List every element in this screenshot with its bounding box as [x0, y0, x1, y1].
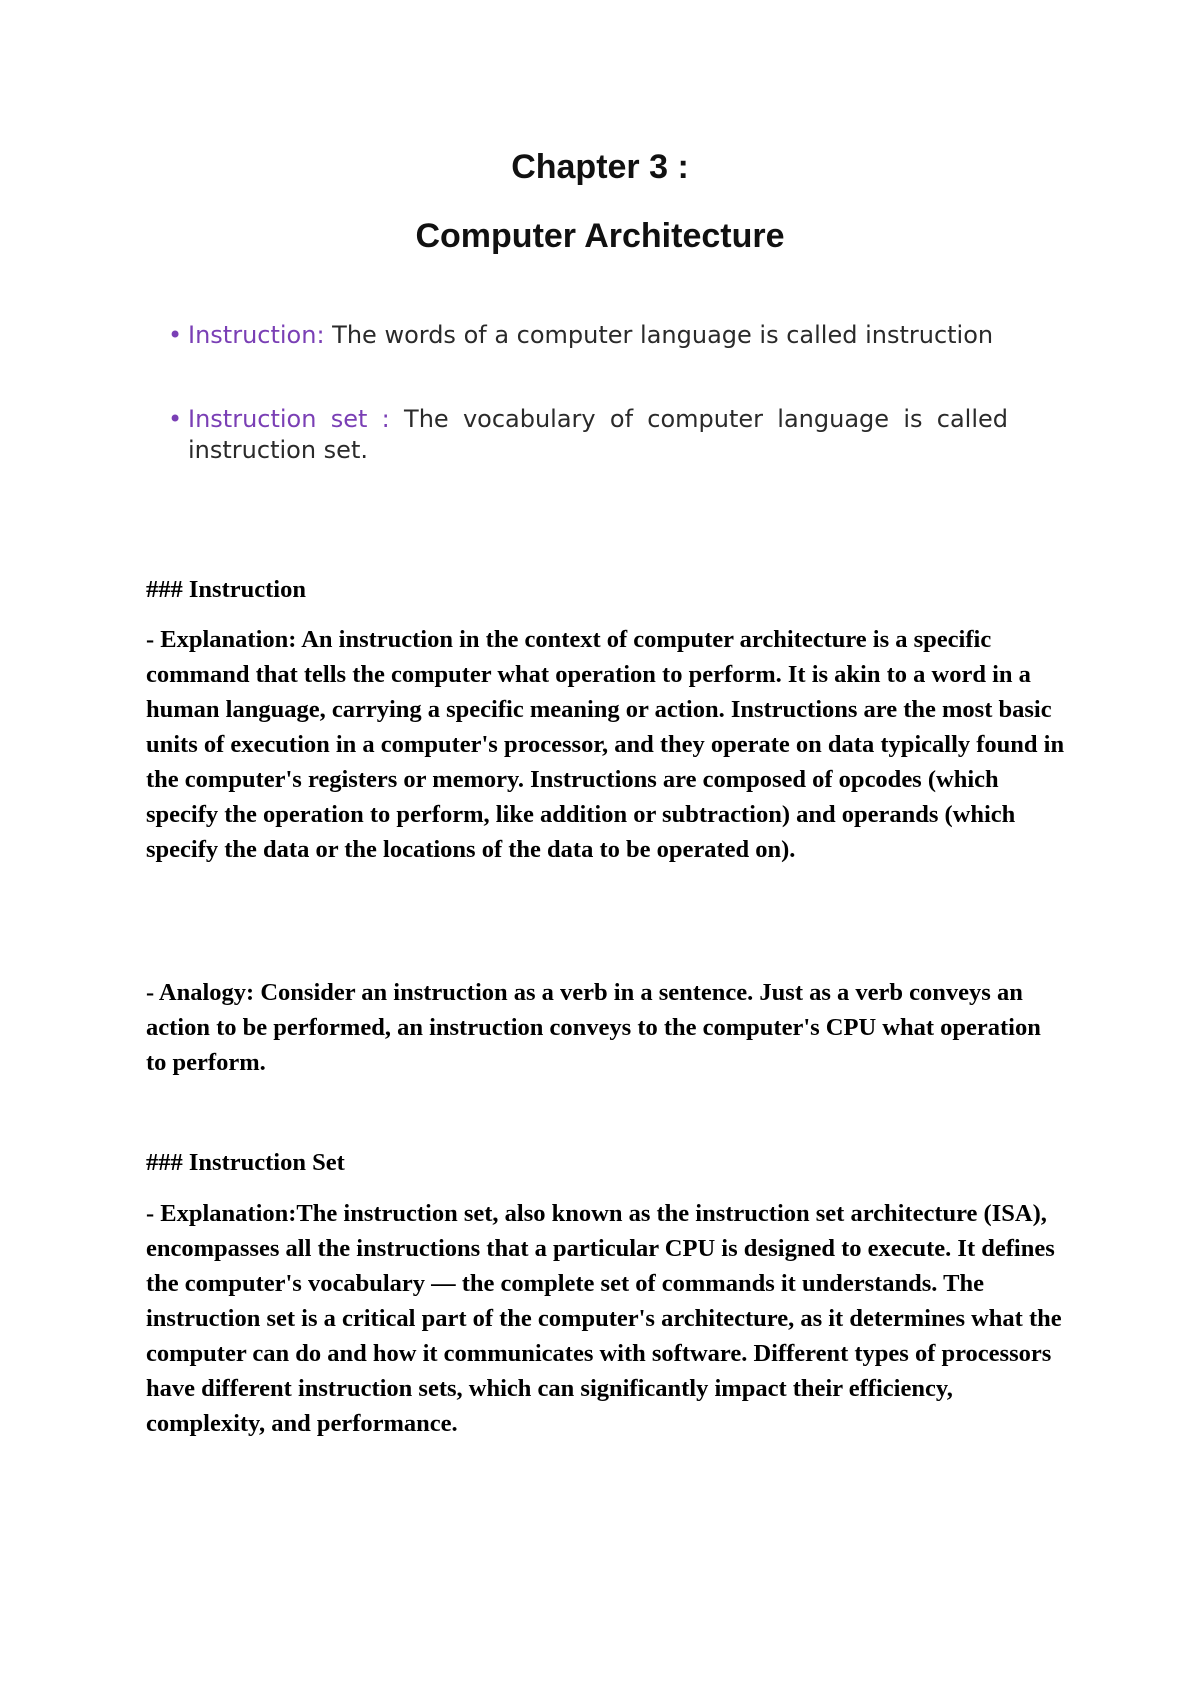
instruction-analogy-paragraph: - Analogy: Consider an instruction as a verb in a sentence. Just as a verb conveys an action to be performed, an instruction conveys to the computer's CPU what operation to perform.: [146, 979, 1041, 1076]
bullet-dot-icon: •: [168, 405, 183, 433]
definition-bullet-instruction: [168, 320, 1008, 351]
definition-term: Instruction:: [188, 321, 325, 349]
chapter-number-heading: Chapter 3 :: [511, 148, 689, 186]
instruction-set-explanation-paragraph: - Explanation:The instruction set, also known as the instruction set architecture (ISA), encompasses all the instructions that a particular CPU is designed to execute. It defines the computer's vocabulary — the complete set of commands it understands. The instruction set is a critical part of the computer's architecture, as it determines what the computer can do and how it communicates with software. Different types of processors have different instruction sets, which can significantly impact their efficiency, complexity, and performance.: [146, 1200, 1062, 1437]
definition-text: The vocabulary of computer language is called instruction set.: [188, 405, 1008, 464]
chapter-title-heading: Computer Architecture: [415, 217, 785, 255]
section-heading-instruction: ### Instruction: [146, 576, 306, 603]
bullet-dot-icon: •: [168, 321, 183, 349]
instruction-explanation-paragraph: - Explanation: An instruction in the context of computer architecture is a specific command that tells the computer what operation to perform. It is akin to a word in a human language, carrying a specific meaning or action. Instructions are the most basic units of execution in a computer's processor, and they operate on data typically found in the computer's registers or memory. Instructions are composed of opcodes (which specify the operation to perform, like addition or subtraction) and operands (which specify the data or the locations of the data to be operated on).: [146, 626, 1065, 863]
definition-text: The words of a computer language is called instruction: [324, 321, 994, 349]
definition-bullet-instruction-set: [168, 404, 1008, 466]
section-heading-instruction-set: ### Instruction Set: [146, 1149, 345, 1176]
definition-term: Instruction set :: [188, 405, 390, 433]
